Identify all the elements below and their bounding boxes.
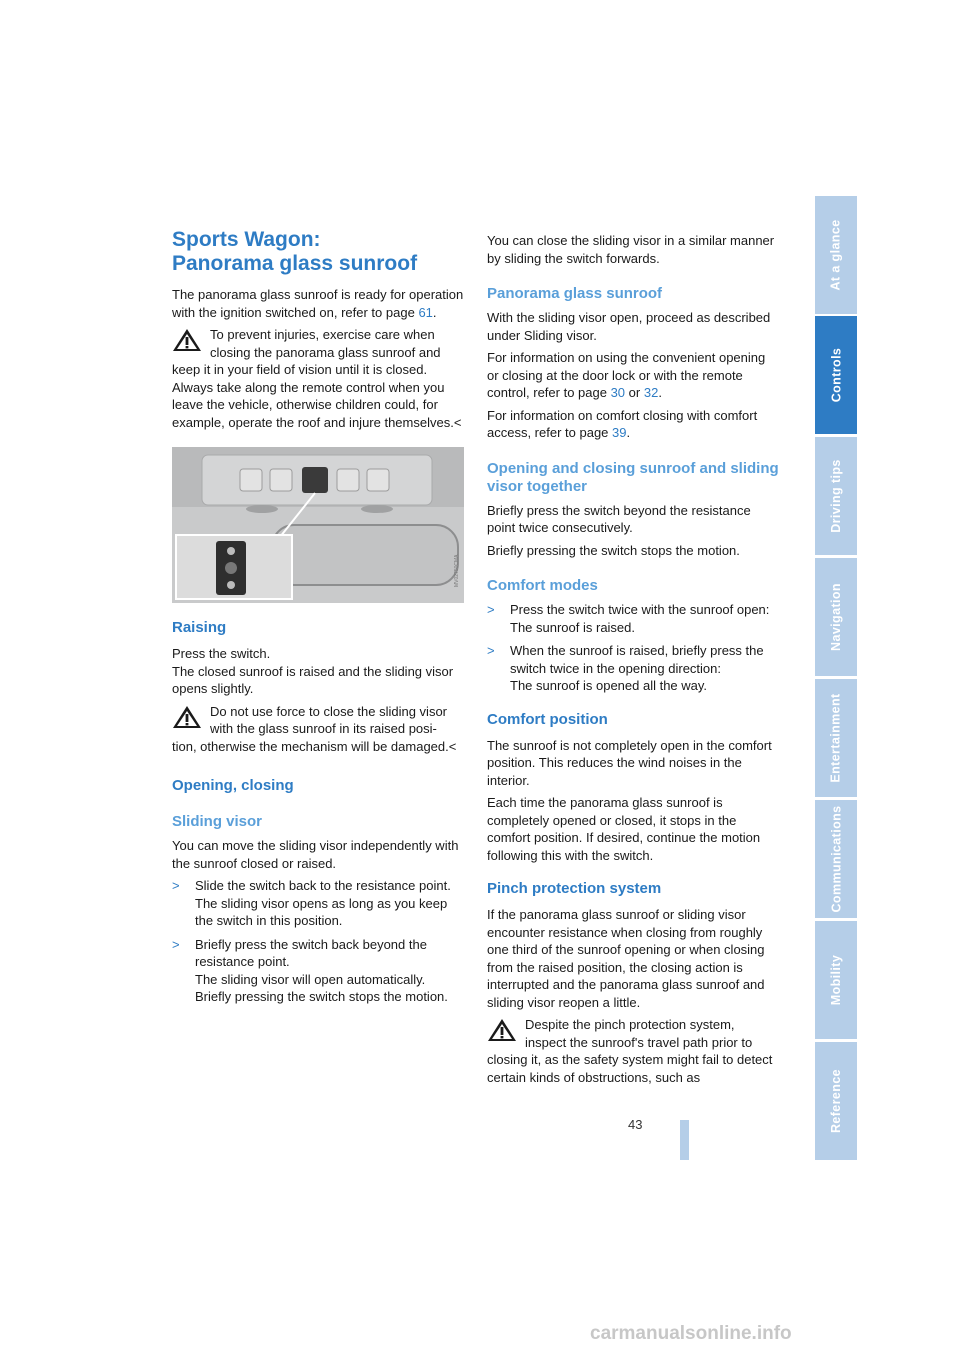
sliding-visor-text: You can move the sliding visor independently with the sunroof closed or raised. [172,838,459,871]
raising-text-2: The closed sunroof is raised and the sliding visor opens slightly. [172,663,454,696]
page-link-32[interactable]: 32 [643,385,659,400]
heading-comfort-modes: Comfort modes [487,577,598,594]
tab-navigation[interactable]: Navigation [815,558,857,676]
together-text-1: Briefly press the switch beyond the resistance point twice consecutively. [487,502,751,535]
warning-icon [487,1018,517,1042]
photo-code: MV02750CMA [454,554,460,587]
intro-paragraph: The panorama glass sunroof is ready for operation with the ignition switched on, refer to page 61. [172,287,464,320]
panorama-text-3: For information on comfort closing with comfort access, refer to page 39. [487,407,758,440]
page-number: 43 [628,1117,643,1132]
position-text-2: Each time the panorama glass sunroof is completely opened or closed, it stops in the comfort position. If desired, continue the motion following this with the switch. [487,795,761,863]
tab-entertainment[interactable]: Entertainment [815,679,857,797]
switch-photo [172,447,464,603]
panorama-text-1: With the sliding visor open, proceed as described under Sliding visor. [487,310,771,343]
bullet-marker: > [487,602,495,617]
bullet-marker: > [487,643,495,658]
list-item: > When the sunroof is raised, briefly press the switch twice in the opening direction: The sunroof is opened all the way. [487,643,764,693]
panorama-text-2: For information on using the convenient opening or closing at the door lock or with the remote control, refer to page 30 or 32. [487,350,766,400]
close-visor-text: You can close the sliding visor in a similar manner by sliding the switch forwards. [487,233,775,266]
heading-opening-closing-together: Opening and closing sunroof and sliding visor together [487,459,779,495]
tab-reference[interactable]: Reference [815,1042,857,1160]
together-text-2: Briefly pressing the switch stops the motion. [487,542,740,558]
left-column [172,228,464,1012]
heading-panorama-glass-sunroof: Panorama glass sunroof [487,285,663,302]
heading-opening-closing: Opening, closing [172,777,294,794]
heading-raising: Raising [172,619,227,636]
heading-comfort-position: Comfort position [487,710,608,728]
end-mark: < [448,738,457,754]
chapter-sidebar [815,196,857,1160]
tab-driving-tips[interactable]: Driving tips [815,437,857,555]
warning-note: Do not use force to close the sliding visor with the glass sunroof in its raised posi- tion, otherwise the mechanism will be damaged.< [172,703,457,754]
heading-pinch-protection: Pinch protection system [487,880,662,897]
page-link-30[interactable]: 30 [610,385,626,400]
warning-icon [172,328,202,352]
section-title: Sports Wagon: Panorama glass sunroof [172,228,418,275]
page-marker [680,1120,689,1160]
bullet-marker: > [172,878,180,893]
pinch-text: If the panorama glass sunroof or sliding visor encounter resistance when closing from roughly one third of the sunroof opening or when closing from the raised position, the closing action is interrupted and the panorama glass sunroof and sliding visor reopen a little. [487,907,765,1010]
warning-note: Despite the pinch protection system, inspect the sunroof's travel path prior to closing it, as the safety system might fail to detect certain kinds of obstructions, such as [487,1017,773,1085]
end-mark: < [453,414,462,430]
tab-communications[interactable]: Communications [815,800,857,918]
list-item: > Briefly press the switch back beyond the resistance point. The sliding visor will open automatically. Briefly pressing the switch stops the motion. [172,936,448,1004]
right-column [487,232,779,1091]
warning-note: To prevent injuries, exercise care when closing the panorama glass sunroof and keep it in your field of vision until it is closed. Always take along the remote control when you leave the vehicle, otherwise children could, for example, operate the roof and injure themselves.< [172,327,462,430]
bullet-marker: > [172,936,180,952]
page-link-39[interactable]: 39 [612,425,627,440]
heading-sliding-visor: Sliding visor [172,813,263,830]
raising-text-1: Press the switch. [172,646,271,661]
tab-mobility[interactable]: Mobility [815,921,857,1039]
list-item: > Press the switch twice with the sunroof open: The sunroof is raised. [487,602,770,635]
tab-at-a-glance[interactable]: At a glance [815,196,857,314]
tab-controls[interactable]: Controls [815,316,857,434]
page-link-61[interactable]: 61 [418,304,433,320]
list-item: > Slide the switch back to the resistance point. The sliding visor opens as long as you keep the switch in this position. [172,878,451,928]
watermark: carmanualsonline.info [590,1323,792,1344]
position-text-1: The sunroof is not completely open in the comfort position. This reduces the wind noises in the interior. [487,737,772,788]
warning-icon [172,705,202,729]
